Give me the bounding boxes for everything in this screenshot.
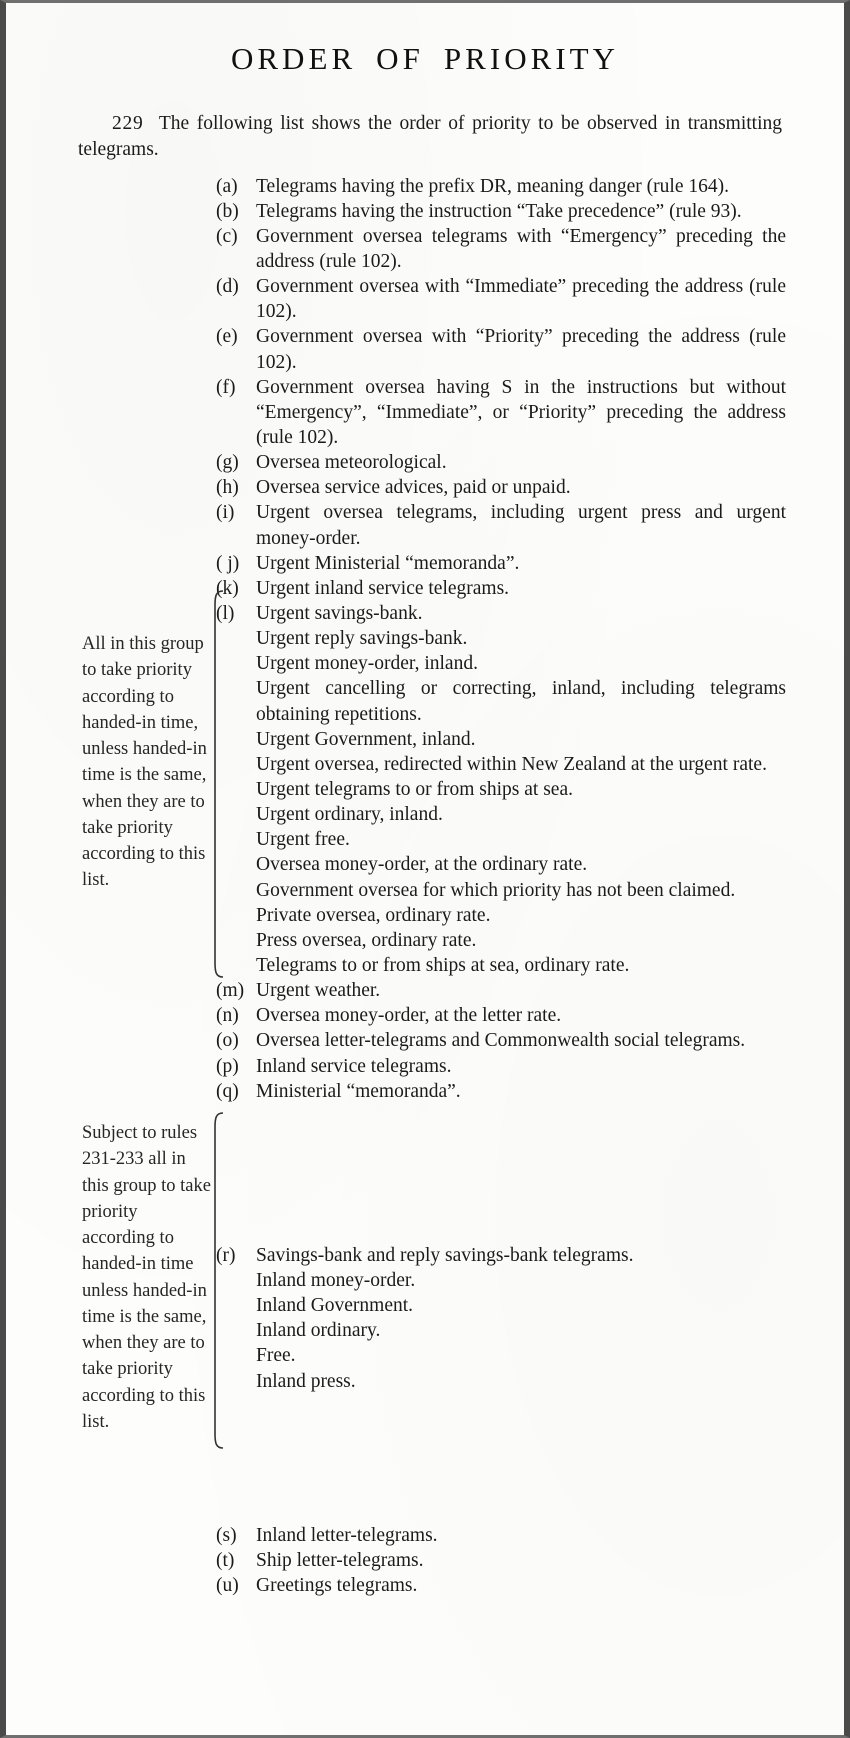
group-l-line	[216, 676, 786, 726]
list-item	[216, 500, 786, 550]
item-text: Press oversea, ordinary rate.	[256, 929, 477, 951]
item-text: Urgent weather.	[256, 980, 381, 1002]
item-text: Urgent money-order, inland.	[256, 653, 478, 675]
group-r-line	[216, 1318, 786, 1343]
item-text: Greetings telegrams.	[256, 1574, 418, 1596]
list-item	[216, 475, 786, 500]
group-l-line	[216, 903, 786, 928]
item-text: Savings-bank and reply savings-bank telegrams.	[256, 1244, 634, 1266]
group-r-line	[216, 1293, 786, 1318]
item-text: Free.	[256, 1345, 296, 1367]
item-text: Urgent savings-bank.	[256, 603, 423, 625]
item-label: (c)	[216, 225, 238, 247]
item-text: Oversea service advices, paid or unpaid.	[256, 477, 571, 499]
group-l-line	[216, 727, 786, 752]
item-text: Urgent oversea, redirected within New Zealand at the urgent rate.	[256, 753, 767, 775]
item-label: (a)	[216, 175, 238, 197]
item-label: (k)	[216, 577, 239, 599]
list-item	[216, 978, 786, 1003]
list-item	[216, 551, 786, 576]
list-item	[216, 324, 786, 374]
intro-paragraph	[78, 111, 782, 164]
item-text: Inland service telegrams.	[256, 1055, 452, 1077]
group-r-line	[216, 1343, 786, 1368]
list-item	[216, 274, 786, 324]
group-l-line	[216, 953, 786, 978]
item-text: Urgent oversea telegrams, including urgent press and urgent money-order.	[256, 502, 786, 549]
item-text: Telegrams to or from ships at sea, ordinary rate.	[256, 954, 630, 976]
page-content	[6, 3, 844, 1735]
list-item	[216, 174, 786, 199]
title-word-3: PRIORITY	[443, 41, 620, 76]
item-text: Urgent reply savings-bank.	[256, 628, 468, 650]
item-label: (f)	[216, 376, 236, 398]
item-label: (m)	[216, 980, 245, 1002]
list-item	[216, 1054, 786, 1079]
item-text: Government oversea with “Priority” preceding the address (rule 102).	[256, 326, 786, 373]
group-r-line	[216, 1268, 786, 1293]
group-l-line	[216, 802, 786, 827]
margin-note-group-r: Subject to rules 231-233 all in this group to take priority according to handed-in time unless handed-in time is the same, when they are to take priority according to this list.	[82, 1123, 211, 1432]
item-text: Inland Government.	[256, 1295, 414, 1317]
group-l-first-line	[216, 601, 786, 626]
item-text: Government oversea having S in the instructions but without “Emergency”, “Immediate”, or “Priority” preceding the address (rule 102).	[256, 376, 786, 449]
item-text: Urgent ordinary, inland.	[256, 804, 443, 826]
list-item	[216, 1523, 786, 1548]
margin-note-group-l: All in this group to take priority according to handed-in time, unless handed-in time is the same, when they are to take priority according to this list.	[82, 634, 207, 891]
list-item	[216, 1548, 786, 1573]
item-text: Ship letter-telegrams.	[256, 1549, 424, 1571]
list-item	[216, 224, 786, 274]
list-item	[216, 450, 786, 475]
list-item	[216, 375, 786, 450]
item-text: Urgent Ministerial “memoranda”.	[256, 552, 520, 574]
item-text: Oversea money-order, at the letter rate.	[256, 1005, 562, 1027]
group-l-line	[216, 928, 786, 953]
group-l-line	[216, 626, 786, 651]
item-label: (r)	[216, 1244, 236, 1266]
intro-text: The following list shows the order of priority to be observed in transmitting telegrams.	[78, 113, 783, 161]
item-text: Telegrams having the prefix DR, meaning danger (rule 164).	[256, 175, 729, 197]
item-label: (l)	[216, 603, 235, 625]
item-text: Inland press.	[256, 1370, 356, 1392]
item-text: Ministerial “memoranda”.	[256, 1080, 461, 1102]
item-text: Urgent inland service telegrams.	[256, 577, 510, 599]
group-l-line	[216, 852, 786, 877]
item-text: Urgent telegrams to or from ships at sea.	[256, 779, 573, 800]
rule-number: 229	[112, 113, 144, 134]
item-text: Inland money-order.	[256, 1269, 416, 1291]
item-label: (p)	[216, 1055, 239, 1077]
item-text: Oversea letter-telegrams and Commonwealth social telegrams.	[256, 1030, 746, 1052]
item-text: Oversea meteorological.	[256, 452, 447, 474]
group-r-first-line	[216, 1243, 786, 1268]
group-l-line	[216, 827, 786, 852]
list-item	[216, 1573, 786, 1598]
brace-group-l	[210, 589, 226, 979]
item-label: ( j)	[216, 552, 240, 574]
item-label: (q)	[216, 1080, 239, 1102]
item-text: Government oversea telegrams with “Emergency” preceding the address (rule 102).	[256, 225, 786, 273]
page-title	[6, 41, 844, 77]
item-label: (i)	[216, 502, 235, 524]
item-text: Inland letter-telegrams.	[256, 1524, 438, 1546]
item-label: (s)	[216, 1524, 237, 1546]
list-item	[216, 1079, 786, 1104]
group-l-line	[216, 777, 786, 802]
list-item	[216, 1028, 786, 1053]
list-item	[216, 1003, 786, 1028]
item-text: Urgent free.	[256, 829, 350, 851]
item-label: (n)	[216, 1005, 239, 1027]
list-item	[216, 199, 786, 224]
item-text: Urgent cancelling or correcting, inland, including telegrams obtaining repetitions.	[256, 678, 786, 725]
item-text: Inland ordinary.	[256, 1320, 381, 1342]
item-label: (g)	[216, 452, 239, 474]
item-label: (u)	[216, 1574, 239, 1596]
item-text: Urgent Government, inland.	[256, 728, 476, 750]
list-item	[216, 576, 786, 601]
group-l-line	[216, 878, 786, 903]
group-l-line	[216, 752, 786, 777]
item-label: (o)	[216, 1030, 239, 1052]
group-l-line	[216, 651, 786, 676]
item-text: Private oversea, ordinary rate.	[256, 904, 491, 926]
item-label: (e)	[216, 326, 238, 348]
title-word-2: OF	[376, 41, 424, 76]
item-label: (b)	[216, 200, 239, 222]
item-label: (t)	[216, 1549, 235, 1571]
item-text: Government oversea with “Immediate” preceding the address (rule 102).	[256, 276, 786, 323]
group-r-line	[216, 1369, 786, 1394]
item-text: Telegrams having the instruction “Take precedence” (rule 93).	[256, 200, 742, 222]
title-word-1: ORDER	[230, 41, 357, 76]
brace-group-r	[210, 1111, 226, 1450]
item-text: Government oversea for which priority has not been claimed.	[256, 879, 736, 901]
item-label: (h)	[216, 477, 239, 499]
item-text: Oversea money-order, at the ordinary rate.	[256, 854, 588, 876]
item-label: (d)	[216, 276, 239, 298]
